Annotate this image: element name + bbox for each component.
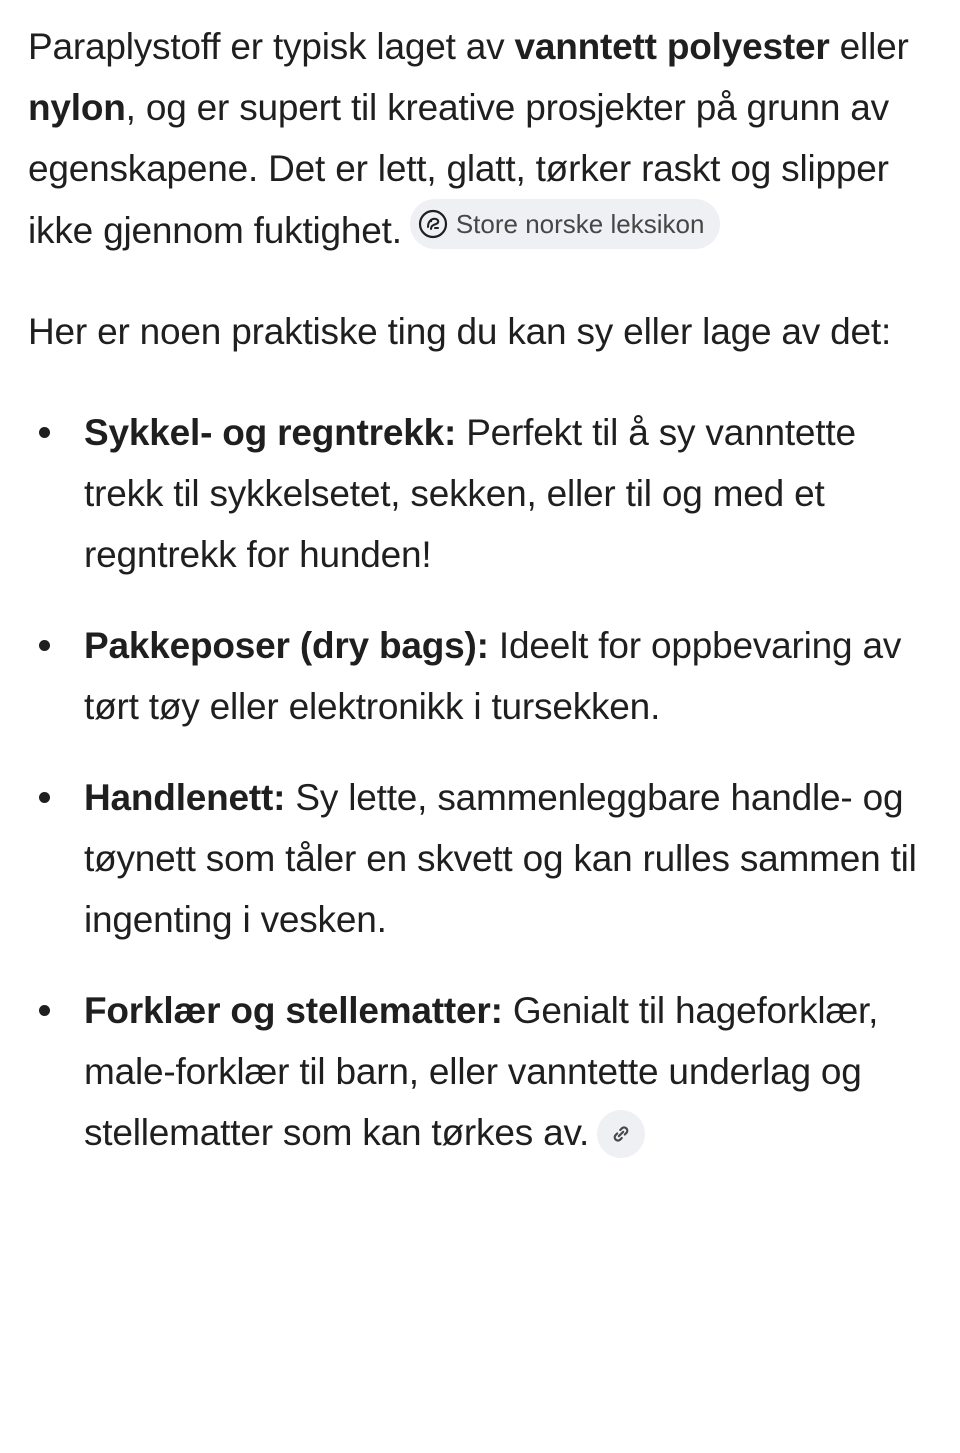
link-icon: [608, 1121, 634, 1147]
ideas-list: [28, 402, 928, 1163]
source-chip[interactable]: [410, 199, 721, 249]
list-item-text: Ideelt for oppbevaring av tørt tøy eller elektronikk i tursekken.: [84, 625, 902, 727]
list-item-title: Sykkel- og regntrekk:: [84, 412, 457, 453]
list-item: [28, 615, 928, 737]
snl-source-icon: [418, 209, 448, 239]
list-item: [28, 402, 928, 585]
source-link-button[interactable]: [597, 1110, 645, 1158]
list-item-text: Genialt til hageforklær, male-forklær til barn, eller vanntette underlag og stellematter som kan tørkes av.: [84, 990, 879, 1153]
list-item-text: Sy lette, sammenleggbare handle- og tøynett som tåler en skvett og kan rulles sammen til ingenting i vesken.: [84, 777, 917, 940]
list-item: [28, 980, 928, 1163]
intro-text-3: , og er supert til kreative prosjekter på grunn av egenskapene. Det er lett, glatt, tørker raskt og slipper ikke gjennom fuktighet.: [28, 87, 889, 251]
bullet-dot: [39, 1005, 50, 1016]
intro-bold-polyester: vanntett polyester: [514, 26, 830, 67]
list-item-title: Pakkeposer (dry bags):: [84, 625, 489, 666]
list-item-title: Forklær og stellematter:: [84, 990, 503, 1031]
source-chip-label: Store norske leksikon: [455, 209, 705, 239]
intro-bold-nylon: nylon: [28, 87, 126, 128]
bullet-dot: [39, 792, 50, 803]
bullet-dot: [39, 640, 50, 651]
list-item-text: Perfekt til å sy vanntette trekk til sykkelsetet, sekken, eller til og med et regntrekk for hunden!: [84, 412, 856, 575]
intro-text-2: eller: [829, 26, 909, 67]
list-item-title: Handlenett:: [84, 777, 286, 818]
response-content: [28, 16, 928, 1163]
intro-text-1: Paraplystoff er typisk laget av: [28, 26, 515, 67]
bullet-dot: [39, 427, 50, 438]
intro-paragraph: [28, 16, 928, 261]
lead-paragraph: Her er noen praktiske ting du kan sy eller lage av det:: [28, 311, 892, 352]
list-item: [28, 767, 928, 950]
